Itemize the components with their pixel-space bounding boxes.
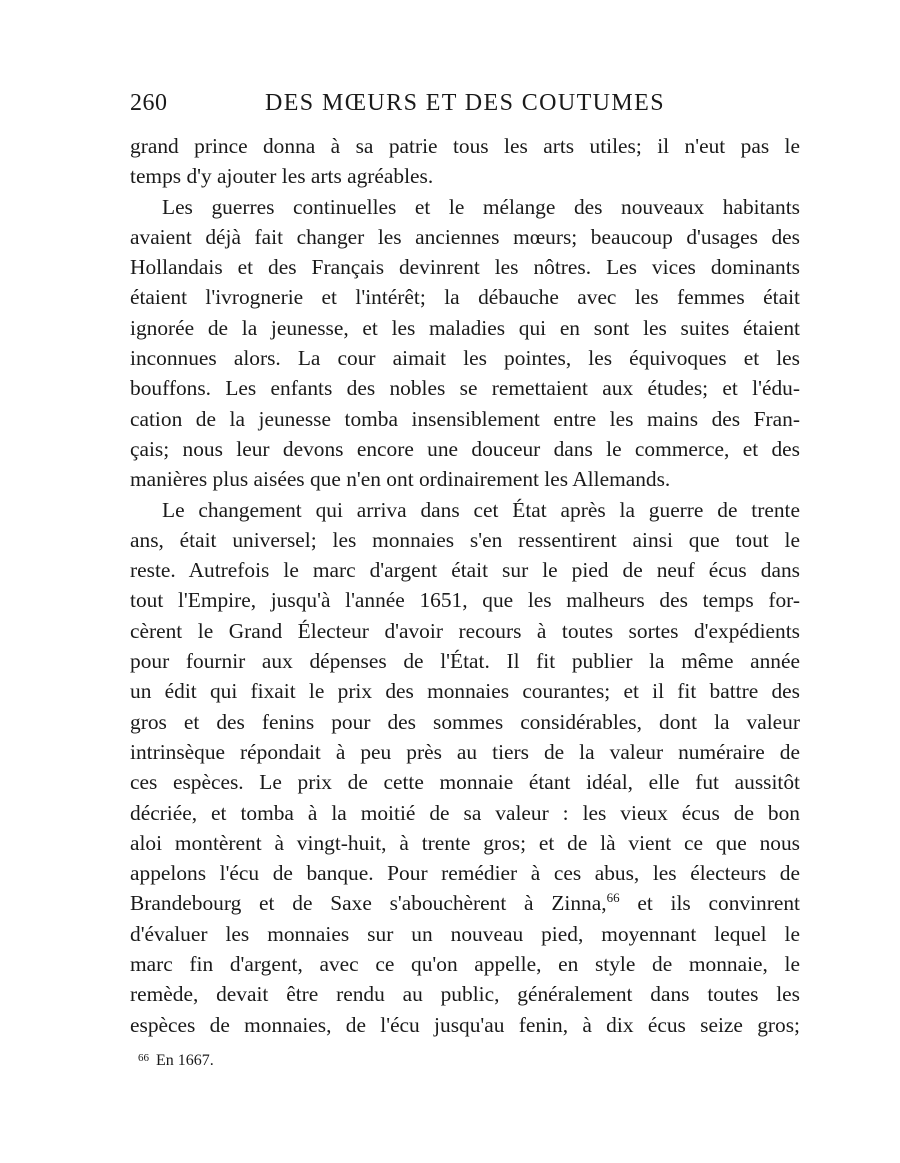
text-line: ces espèces. Le prix de cette monnaie étant idéal, elle fut aussitôt [130,770,800,795]
text-line: inconnues alors. La cour aimait les pointes, les équivoques et les [130,346,800,371]
footnote [138,1052,214,1070]
text-line: intrinsèque répondait à peu près au tiers de la valeur numéraire de [130,739,800,764]
text-line: ans, était universel; les monnaies s'en ressentirent ainsi que tout le [130,527,800,552]
text-line: pour fournir aux dépenses de l'État. Il fit publier la même année [130,649,800,674]
text-line: Les guerres continuelles et le mélange des nouveaux habitants [162,194,800,219]
text-line: bouffons. Les enfants des nobles se remettaient aux études; et l'édu- [130,376,800,401]
text-line: espèces de monnaies, de l'écu jusqu'au fenin, à dix écus seize gros; [130,1012,800,1037]
text-line: Hollandais et des Français devinrent les nôtres. Les vices dominants [130,255,800,280]
page-header [130,88,800,122]
body-text [130,131,800,1040]
text-line: çais; nous leur devons encore une douceur dans le commerce, et des [130,436,800,461]
footnote-reference[interactable]: 66 [606,890,620,906]
text-line: manières plus aisées que n'en ont ordinairement les Allemands. [130,467,671,492]
text-line: reste. Autrefois le marc d'argent était sur le pied de neuf écus dans [130,558,800,583]
text-segment: et ils convinrent [619,891,800,916]
text-segment: Brandebourg et de Saxe s'abouchèrent à Zinna, [130,891,607,916]
text-line: d'évaluer les monnaies sur un nouveau pied, moyennant lequel le [130,921,800,946]
text-line: décriée, et tomba à la moitié de sa valeur : les vieux écus de bon [130,800,800,825]
text-line: Le changement qui arriva dans cet État après la guerre de trente [162,497,800,522]
text-line: cèrent le Grand Électeur d'avoir recours à toutes sortes d'expédients [130,618,800,643]
page-number: 260 [130,90,168,116]
text-line: appelons l'écu de banque. Pour remédier à ces abus, les électeurs de [130,861,800,886]
footnote-text: En 1667. [156,1052,214,1069]
text-line: un édit qui fixait le prix des monnaies courantes; et il fit battre des [130,679,800,704]
text-line: grand prince donna à sa patrie tous les arts utiles; il n'eut pas le [130,134,800,158]
text-line: tout l'Empire, jusqu'à l'année 1651, que les malheurs des temps for- [130,588,800,613]
footnote-number: 66 [138,1052,149,1064]
text-line: aloi montèrent à vingt-huit, à trente gros; et de là vient ce que nous [130,830,800,855]
text-line: avaient déjà fait changer les anciennes mœurs; beaucoup d'usages des [130,224,800,249]
running-title: DES MŒURS ET DES COUTUMES [265,90,665,116]
text-line: remède, devait être rendu au public, généralement dans toutes les [130,982,800,1007]
text-line [130,888,800,918]
text-line: gros et des fenins pour des sommes considérables, dont la valeur [130,709,800,734]
text-line: ignorée de la jeunesse, et les maladies qui en sont les suites étaient [130,315,800,340]
text-line: marc fin d'argent, avec ce qu'on appelle, en style de monnaie, le [130,952,800,977]
text-line: cation de la jeunesse tomba insensiblement entre les mains des Fran- [130,406,800,431]
text-line: temps d'y ajouter les arts agréables. [130,164,434,189]
text-line: étaient l'ivrognerie et l'intérêt; la débauche avec les femmes était [130,285,800,310]
